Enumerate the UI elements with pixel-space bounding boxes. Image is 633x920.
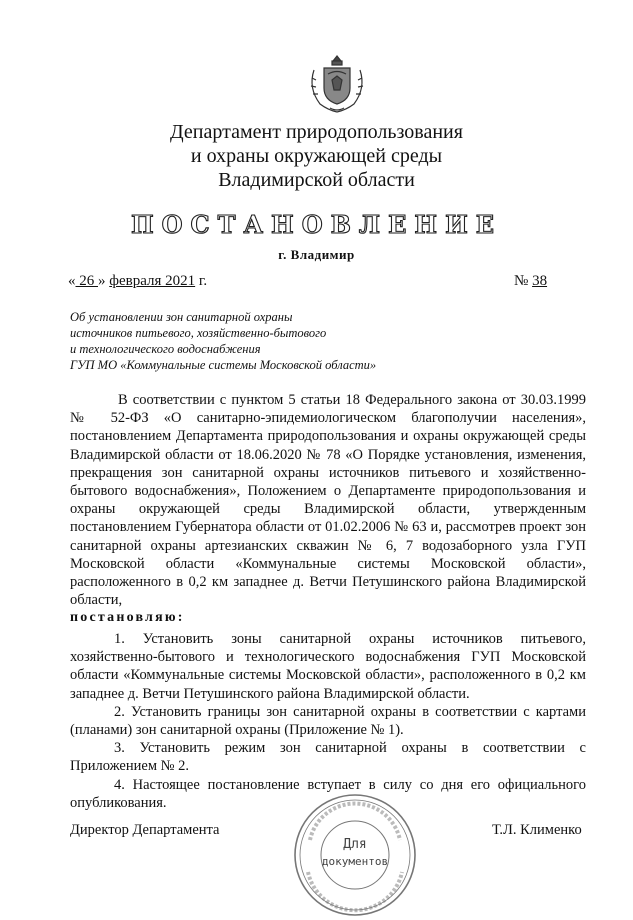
coat-of-arms-icon <box>304 50 370 116</box>
decree-item-1: 1. Установить зоны санитарной охраны источников питьевого, хозяйственно-бытового и технологического водоснабжения ГУП Московской области «Коммунальные системы Московской области», расположенного в 0,2 км западнее д. Ветчи Петушинского района Владимирской области. <box>70 631 586 702</box>
date-month-year: февраля 2021 <box>109 273 196 289</box>
seal-text-line-1: Для <box>343 837 367 852</box>
subject-line-3: и технологического водоснабжения <box>70 342 261 356</box>
document-type-title: ПОСТАНОВЛЕНИЕ <box>130 210 503 239</box>
department-line-3: Владимирской области <box>218 169 415 191</box>
number-value: 38 <box>532 273 548 289</box>
document-number <box>514 273 547 290</box>
document-subject <box>70 309 430 373</box>
date-day: 26 <box>75 273 98 289</box>
department-line-1: Департамент природопользования <box>170 121 463 143</box>
date-open-quote: « <box>68 273 76 289</box>
decree-item-3: 3. Установить режим зон санитарной охраны в соответствии с Приложением № 2. <box>70 740 586 775</box>
number-label: № <box>514 273 533 289</box>
decree-word: постановляю: <box>70 610 185 625</box>
official-seal-icon <box>290 790 420 920</box>
subject-line-1: Об установлении зон санитарной охраны <box>70 310 293 324</box>
subject-line-4: ГУП МО «Коммунальные системы Московской области» <box>70 358 377 372</box>
seal-text-line-2: документов <box>321 855 389 868</box>
decree-items <box>70 630 586 812</box>
signatory-position: Директор Департамента <box>70 822 220 838</box>
date-year-suffix: г. <box>195 273 208 289</box>
document-date <box>68 273 207 290</box>
decree-item-4: 4. Настоящее постановление вступает в силу со дня его официального опубликования. <box>70 776 586 811</box>
signatory-name: Т.Л. Клименко <box>492 822 582 838</box>
preamble-paragraph: В соответствии с пунктом 5 статьи 18 Федерального закона от 30.03.1999 № 52-ФЗ «О санитарно-эпидемиологическом благополучии населения», постановлением Департамента природопользования и охраны окружающей среды Владимирской области от 18.06.2020 № 78 «О Порядке установления, изменения, прекращения зон санитарной охраны источников питьевого и хозяйственно-бытового водоснабжения», Положением о Департаменте природопользования и охраны окружающей среды Владимирской области, утвержденным постановлением Губернатора области от 01.02.2006 № 63 и, рассмотрев проект зон санитарной охраны артезианских скважин № 6, 7 водозаборного узла ГУП Московской области «Коммунальные системы Московской области», расположенного в 0,2 км западнее д. Ветчи Петушинского района Владимирской области, <box>70 392 586 609</box>
department-name <box>0 120 633 192</box>
city-label: г. Владимир <box>278 247 355 262</box>
subject-line-2: источников питьевого, хозяйственно-бытового <box>70 326 327 340</box>
date-close-quote: » <box>98 273 110 289</box>
department-line-2: и охраны окружающей среды <box>190 145 443 167</box>
decree-item-2: 2. Установить границы зон санитарной охраны в соответствии с картами (планами) зон санитарной охраны (Приложение № 1). <box>70 703 586 739</box>
